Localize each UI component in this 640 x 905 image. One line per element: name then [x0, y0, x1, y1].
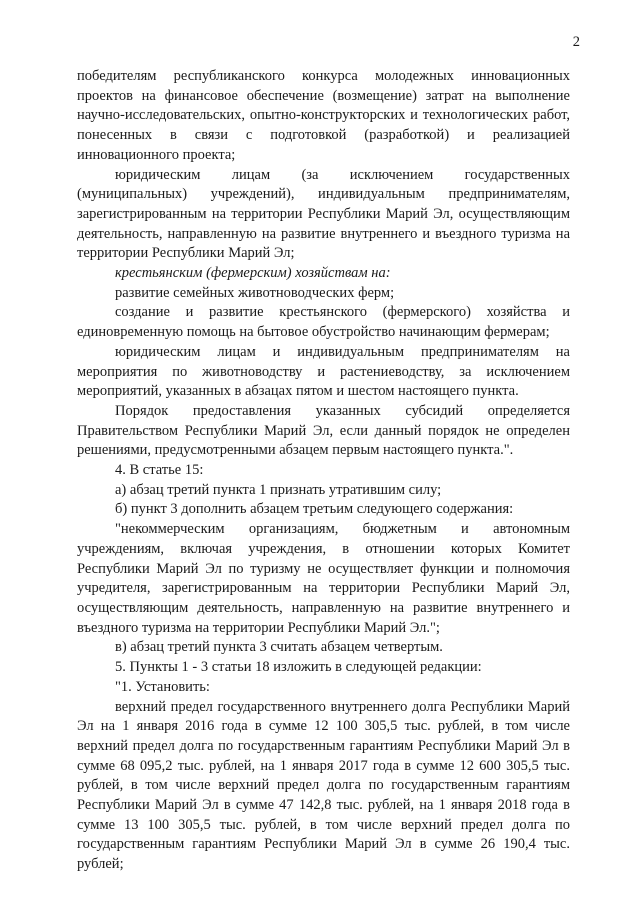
paragraph-livestock-crops: юридическим лицам и индивидуальным предпринимателям на мероприятия по животноводству и растениеводству, за исключением мероприятий, указанных в абзацах пятом и шестом настоящего пункта. — [77, 343, 570, 400]
paragraph-item-b: б) пункт 3 дополнить абзацем третьим следующего содержания: — [115, 501, 514, 518]
paragraph-debt-limit: верхний предел государственного внутреннего долга Республики Марий Эл на 1 января 2016 года в сумме 12 100 305,5 тыс. рублей, в том числе верхний предел долга по государственным гарантиям Республики Марий Эл в сумме 68 095,2 тыс. рублей, на 1 января 2017 года в сумме 12 600 305,5 тыс. рублей, в том числе верхний предел долга по государственным гарантиям Республики Марий Эл в сумме 47 142,8 тыс. рублей, на 1 января 2018 года в сумме 13 100 305,5 тыс. рублей, в том числе верхний предел долга по государственным гарантиям Республики Марий Эл в сумме 26 190,4 тыс. рублей; — [77, 698, 570, 873]
paragraph-establish: "1. Установить: — [115, 678, 210, 695]
page-number: 2 — [572, 34, 580, 50]
paragraph-item-a: а) абзац третий пункта 1 признать утратившим силу; — [115, 481, 442, 498]
paragraph-item-v: в) абзац третий пункта 3 считать абзацем четвертым. — [115, 639, 443, 656]
paragraph-farm-creation: создание и развитие крестьянского (фермерского) хозяйства и единовременную помощь на бытовое обустройство начинающим фермерам; — [77, 304, 570, 341]
paragraph-article-18: 5. Пункты 1 - 3 статьи 18 изложить в следующей редакции: — [115, 659, 482, 676]
paragraph-farm-households: крестьянским (фермерским) хозяйствам на: — [115, 265, 391, 282]
paragraph-family-farms: развитие семейных животноводческих ферм; — [115, 284, 395, 301]
paragraph-subsidy-procedure: Порядок предоставления указанных субсидий определяется Правительством Республики Марий Эл, если данный порядок не определен решениями, предусмотренными абзацем первым настоящего пункта.". — [77, 402, 570, 459]
paragraph-legal-entities-tourism: юридическим лицам (за исключением государственных (муниципальных) учреждений), индивидуальным предпринимателям, зарегистрированным на территории Республики Марий Эл, осуществляющим деятельность, направленную на развитие внутреннего и въездного туризма на территории Республики Марий Эл; — [77, 166, 570, 262]
paragraph-nonprofit-organizations: "некоммерческим организациям, бюджетным и автономным учреждениям, включая учреждения, в отношении которых Комитет Республики Марий Эл по туризму не осуществляет функции и полномочия учредителя, зарегистрированным на территории Республики Марий Эл, осуществляющим деятельность, направленную на развитие внутреннего и въездного туризма на территории Республики Марий Эл."; — [77, 521, 570, 636]
paragraph-winners-continuation: победителям республиканского конкурса молодежных инновационных проектов на финансовое обеспечение (возмещение) затрат на выполнение научно-исследовательских, опытно-конструкторских и технологических работ, понесенных в связи с подготовкой (разработкой) и реализацией инновационного проекта; — [77, 68, 570, 163]
paragraph-article-15: 4. В статье 15: — [115, 462, 204, 479]
document-body — [77, 67, 570, 875]
